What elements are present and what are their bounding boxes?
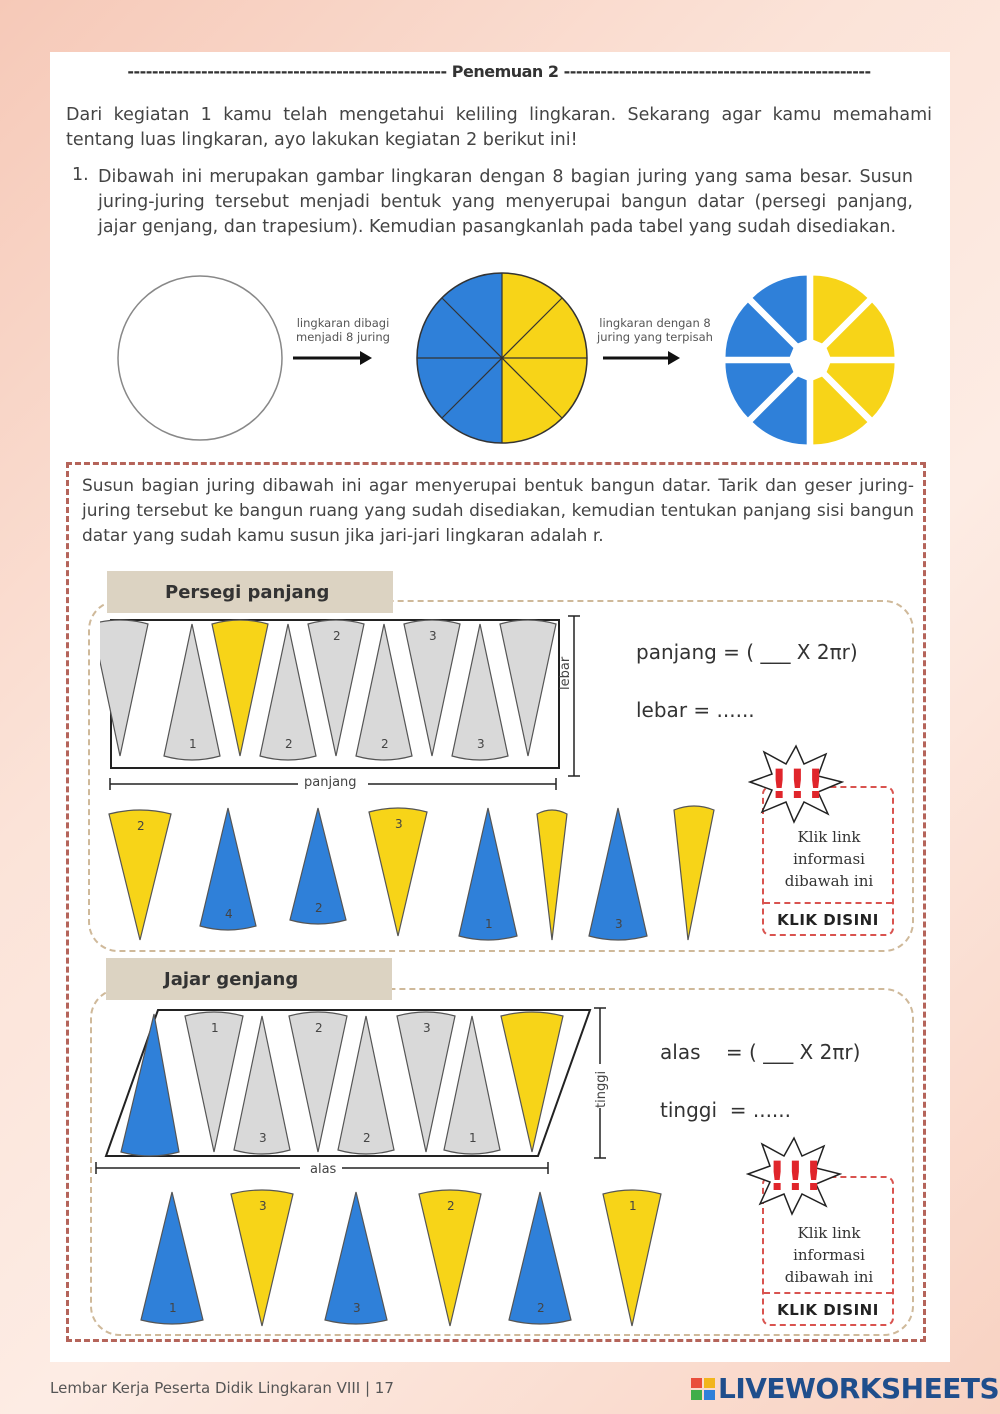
sector-piece [674,806,714,940]
rect-section-title: Persegi panjang [107,571,393,613]
sector-number: 2 [315,901,323,915]
caption-separated: lingkaran dengan 8 juring yang terpisah [597,316,713,344]
sector-piece [537,810,567,940]
sector-number: 3 [429,629,437,643]
liveworksheets-logo-icon [690,1376,718,1402]
rect-klik-button[interactable]: KLIK DISINI [764,902,892,936]
circle-8-sectors [417,273,587,443]
para-side-label: tinggi [594,1070,609,1108]
sector-number: 1 [629,1199,637,1213]
sector-number: 1 [485,917,493,931]
intro-paragraph: Dari kegiatan 1 kamu telah mengetahui keliling lingkaran. Sekarang agar kamu memahami tentang luas lingkaran, ayo lakukan kegiatan 2 berikut ini! [66,105,932,150]
sector-number: 2 [137,819,145,833]
arrow-2-head [668,351,680,365]
rect-formula-lebar: lebar = ...... [636,698,755,722]
rect-pieces[interactable] [100,800,730,950]
logo-text: LIVEWORKSHEETS [718,1372,1000,1405]
section-heading: ---------------------------------------------------- Penemuan 2 -------------------------------------------------- [127,62,871,81]
sector-number: 3 [353,1301,361,1315]
sector-number: 1 [469,1131,477,1145]
sector-number: 3 [259,1199,267,1213]
para-klik-text: Klik link informasi dibawah ini [784,1224,874,1286]
svg-text:!!!: !!! [770,762,825,808]
sector-number: 3 [615,917,623,931]
sector-number: 2 [315,1021,323,1035]
sector-number: 2 [537,1301,545,1315]
sector-number: 4 [225,907,233,921]
circle-separated-sectors [724,274,895,445]
para-bottom-label: alas [310,1162,337,1177]
sector-number: 3 [395,817,403,831]
para-section-title: Jajar genjang [106,958,392,1000]
footer-caption: Lembar Kerja Peserta Didik Lingkaran VIII | 17 [50,1379,394,1397]
rect-bottom-label: panjang [304,775,357,790]
sector-number: 1 [169,1301,177,1315]
circle-diagram [110,270,910,450]
sector-number: 2 [285,737,293,751]
rect-klik-text: Klik link informasi dibawah ini [784,828,874,890]
sector-number: 2 [363,1131,371,1145]
activity-instruction: Susun bagian juring dibawah ini agar menyerupai bentuk bangun datar. Tarik dan geser juring-juring tersebut ke bangun ruang yang sudah disediakan, kemudian tentukan panjang sisi bangun datar yang sudah kamu susun jika jari-jari lingkaran adalah r. [82,476,914,546]
sector-number: 2 [381,737,389,751]
para-pieces[interactable] [100,1186,700,1336]
para-klik-button[interactable]: KLIK DISINI [764,1292,892,1326]
para-formula-alas: alas = ( ___ X 2πr) [660,1040,861,1064]
empty-circle [118,276,282,440]
para-drop-area[interactable] [92,1004,612,1184]
sector-number: 3 [259,1131,267,1145]
sector-number: 1 [211,1021,219,1035]
rect-formula-panjang: panjang = ( ___ X 2πr) [636,640,858,664]
caption-divided: lingkaran dibagi menjadi 8 juring [296,316,390,344]
rect-drop-area[interactable] [100,610,600,800]
sector-number: 2 [333,629,341,643]
liveworksheets-logo[interactable] [690,1372,999,1405]
item-number: 1. [72,165,89,185]
sector-number: 3 [477,737,485,751]
sector-number: 1 [189,737,197,751]
sector-number: 3 [423,1021,431,1035]
para-formula-tinggi: tinggi = ...... [660,1098,791,1122]
exclamation-burst-icon [746,1132,842,1216]
item-text: Dibawah ini merupakan gambar lingkaran dengan 8 bagian juring yang sama besar. Susun juring-juring tersebut menjadi bentuk yang menyerupai bangun datar (persegi panjang, jajar genjang, dan trapesium). Kemudian pasangkanlah pada tabel yang sudah disediakan. [98,167,913,237]
exclamation-burst-icon [748,740,844,824]
sector-number: 2 [447,1199,455,1213]
rect-side-label: lebar [558,656,573,690]
svg-text:!!!: !!! [768,1154,823,1200]
arrow-1-head [360,351,372,365]
